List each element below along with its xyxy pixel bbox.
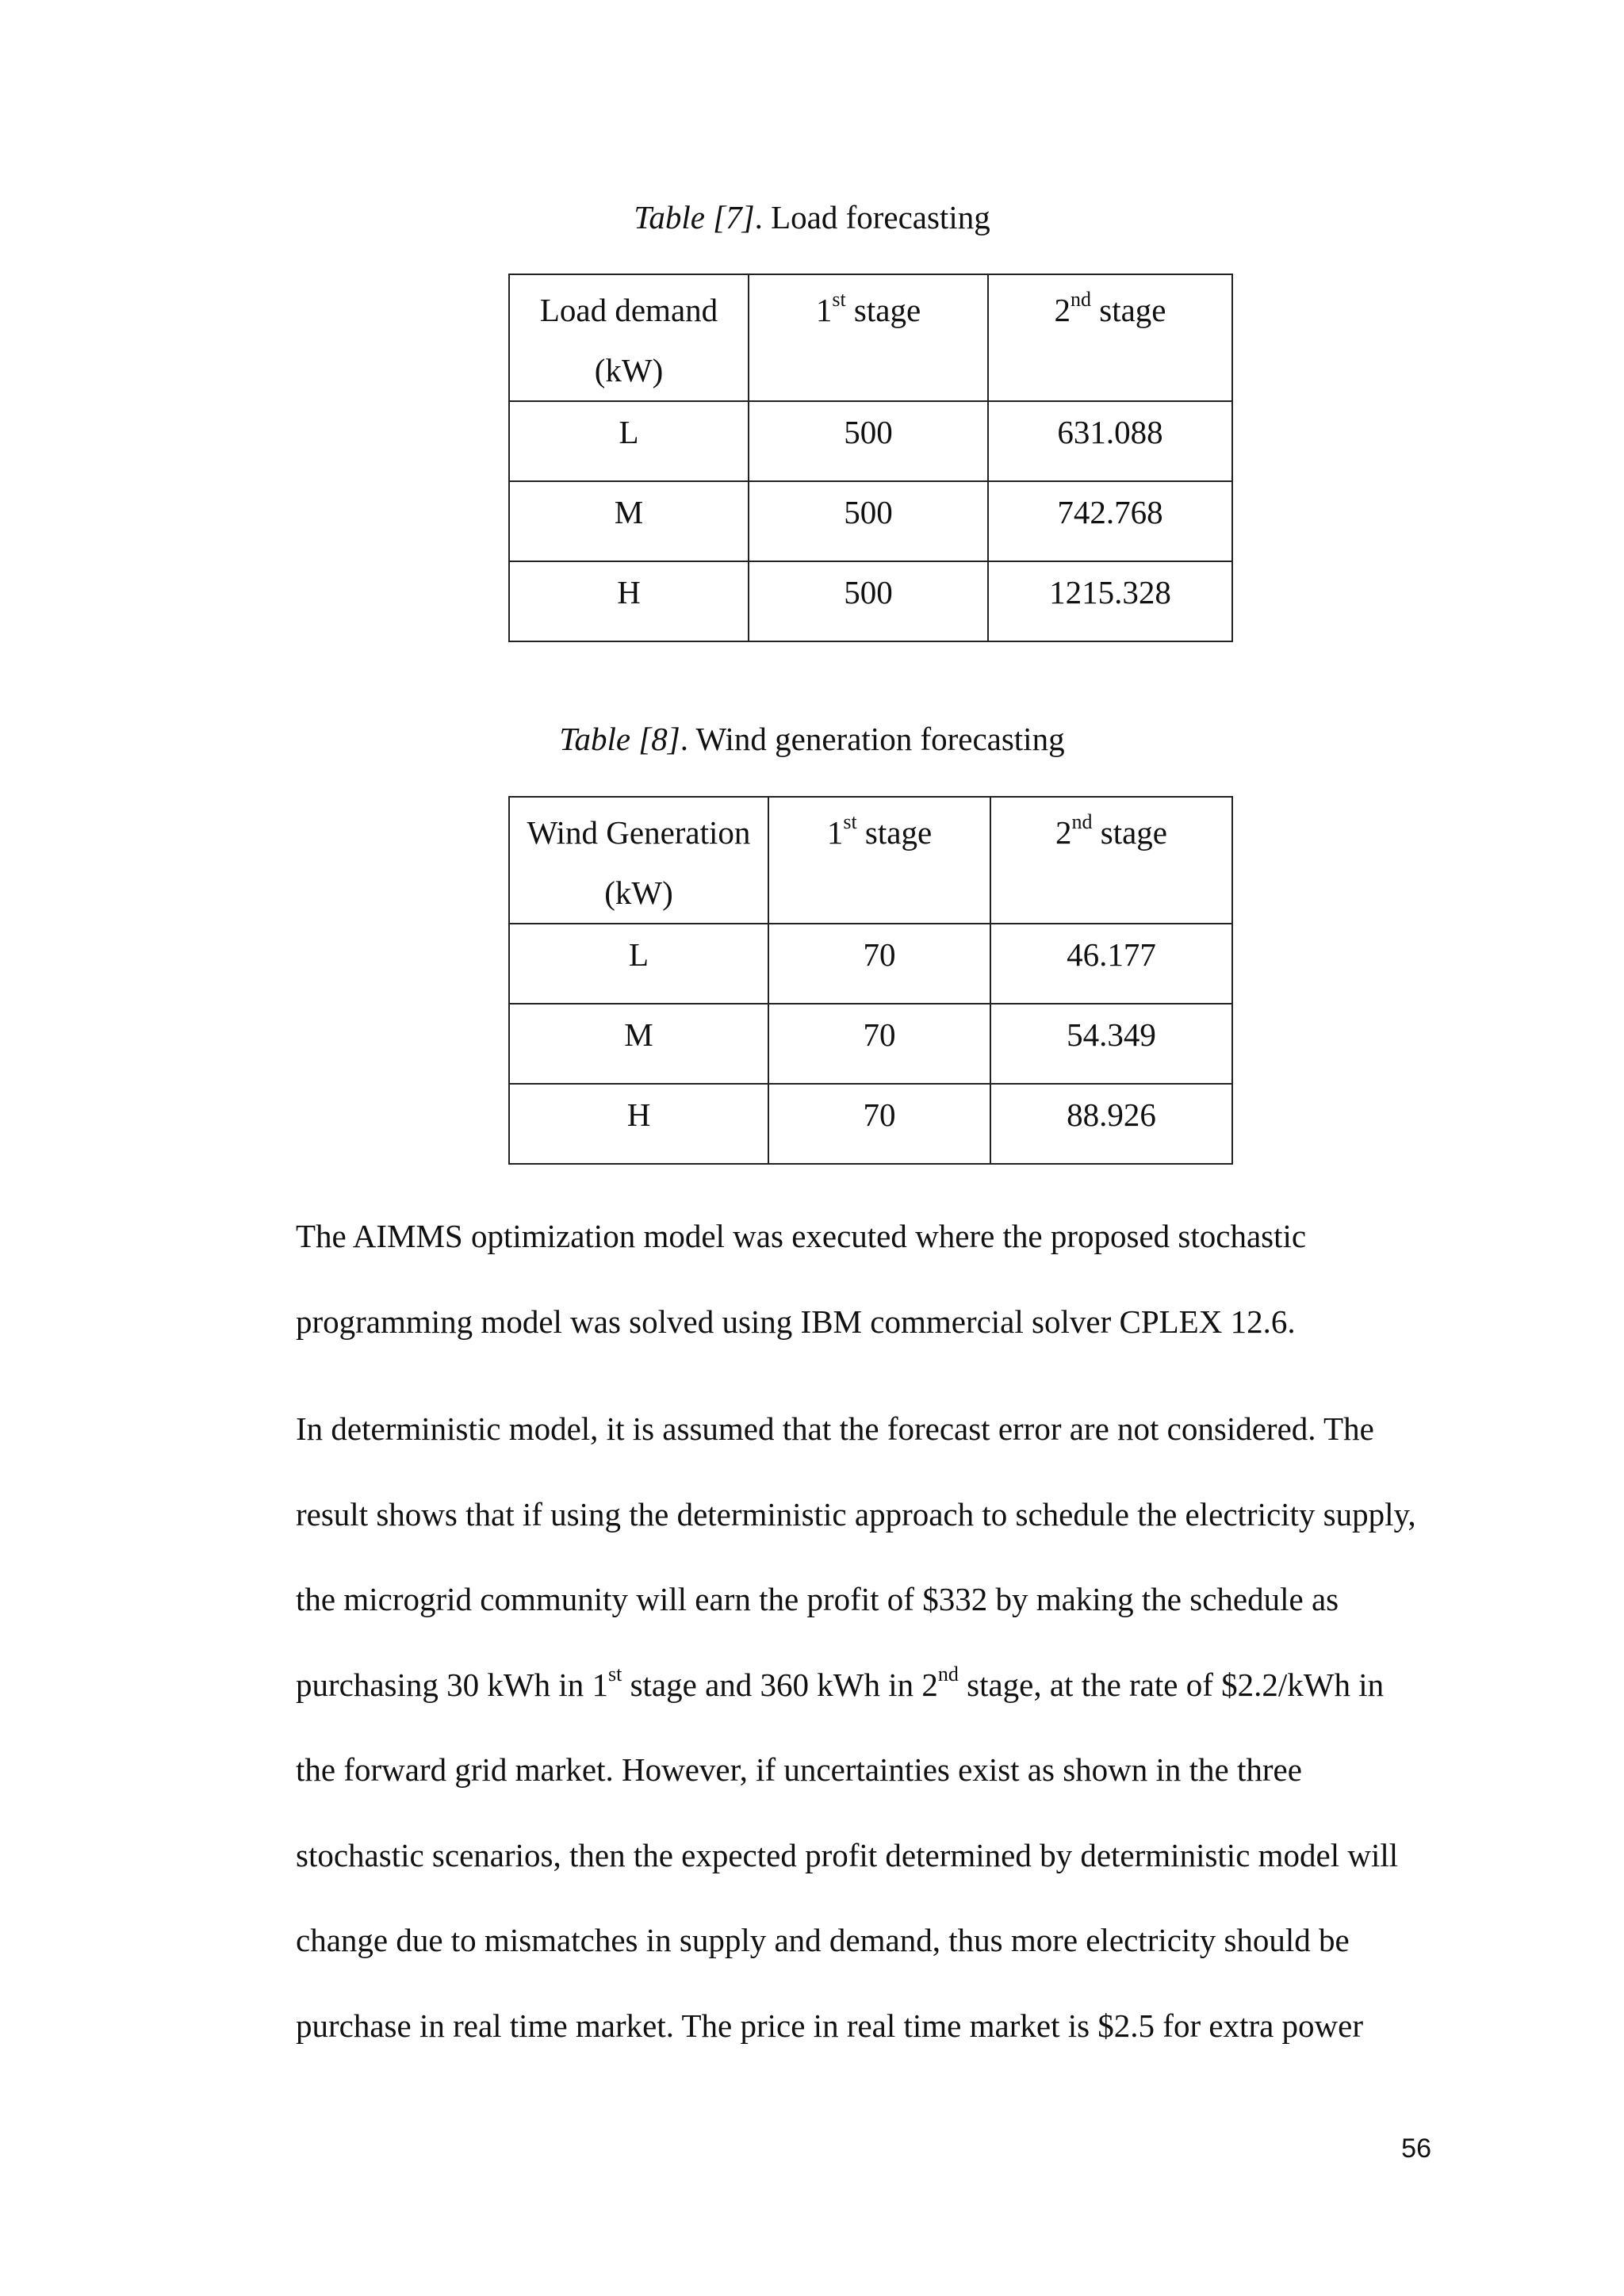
paragraph-line: programming model was solved using IBM commercial solver CPLEX 12.6. xyxy=(296,1303,1296,1340)
table-header-row xyxy=(509,797,1232,924)
paragraph-line: the microgrid community will earn the profit of $332 by making the schedule as xyxy=(296,1581,1339,1617)
paragraph-line: purchase in real time market. The price in real time market is $2.5 for extra power xyxy=(296,2007,1364,2044)
table7-caption-text: . Load forecasting xyxy=(754,199,990,235)
table-row xyxy=(509,1004,1232,1084)
table8-caption-text: . Wind generation forecasting xyxy=(680,721,1065,757)
load-forecasting-table xyxy=(508,274,1233,642)
table8-caption-label: Table [8] xyxy=(559,721,680,757)
stage1-value-cell: 70 xyxy=(768,1004,990,1084)
paragraph-line: The AIMMS optimization model was executed where the proposed stochastic xyxy=(296,1218,1307,1254)
row-label-cell: H xyxy=(509,561,749,641)
stage1-value-cell: 500 xyxy=(749,561,988,641)
table-row xyxy=(509,481,1232,561)
row-label-cell: M xyxy=(509,481,749,561)
stage2-value-cell: 46.177 xyxy=(990,924,1232,1004)
header-cell-wind-generation: Wind Generation (kW) xyxy=(509,797,768,924)
stage1-value-cell: 500 xyxy=(749,481,988,561)
body-paragraph-1 xyxy=(296,1217,1454,1387)
paragraph-line: result shows that if using the deterministic approach to schedule the electricity supply, xyxy=(296,1495,1416,1533)
row-label-cell: L xyxy=(509,401,749,481)
table-row xyxy=(509,1084,1232,1164)
wind-generation-table xyxy=(508,796,1233,1165)
stage2-value-cell: 88.926 xyxy=(990,1084,1232,1164)
stage2-value-cell: 742.768 xyxy=(988,481,1232,561)
table8-caption xyxy=(0,720,1624,758)
table7-caption-label: Table [7] xyxy=(634,199,755,235)
stage2-value-cell: 54.349 xyxy=(990,1004,1232,1084)
header-cell-load-demand: Load demand (kW) xyxy=(509,274,749,401)
row-label-cell: M xyxy=(509,1004,768,1084)
stage1-value-cell: 70 xyxy=(768,1084,990,1164)
row-label-cell: H xyxy=(509,1084,768,1164)
page-number: 56 xyxy=(1401,2133,1431,2164)
stage2-value-cell: 631.088 xyxy=(988,401,1232,481)
header-cell-stage1: 1st stage xyxy=(768,797,990,924)
paragraph-line: stochastic scenarios, then the expected profit determined by deterministic model will xyxy=(296,1836,1399,1873)
header-cell-stage2: 2nd stage xyxy=(988,274,1232,401)
table-header-row xyxy=(509,274,1232,401)
paragraph-line: change due to mismatches in supply and demand, thus more electricity should be xyxy=(296,1922,1350,1958)
table7-caption xyxy=(0,198,1624,236)
body-paragraph-2 xyxy=(296,1410,1454,2091)
header-cell-stage2: 2nd stage xyxy=(990,797,1232,924)
row-label-cell: L xyxy=(509,924,768,1004)
header-cell-stage1: 1st stage xyxy=(749,274,988,401)
table-row xyxy=(509,924,1232,1004)
paragraph-line: In deterministic model, it is assumed that the forecast error are not considered. The xyxy=(296,1410,1374,1447)
table-row xyxy=(509,401,1232,481)
table-row xyxy=(509,561,1232,641)
stage1-value-cell: 70 xyxy=(768,924,990,1004)
stage1-value-cell: 500 xyxy=(749,401,988,481)
paragraph-line: the forward grid market. However, if uncertainties exist as shown in the three xyxy=(296,1751,1302,1788)
paragraph-line: purchasing 30 kWh in 1st stage and 360 kWh in 2nd stage, at the rate of $2.2/kWh in xyxy=(296,1662,1385,1703)
stage2-value-cell: 1215.328 xyxy=(988,561,1232,641)
